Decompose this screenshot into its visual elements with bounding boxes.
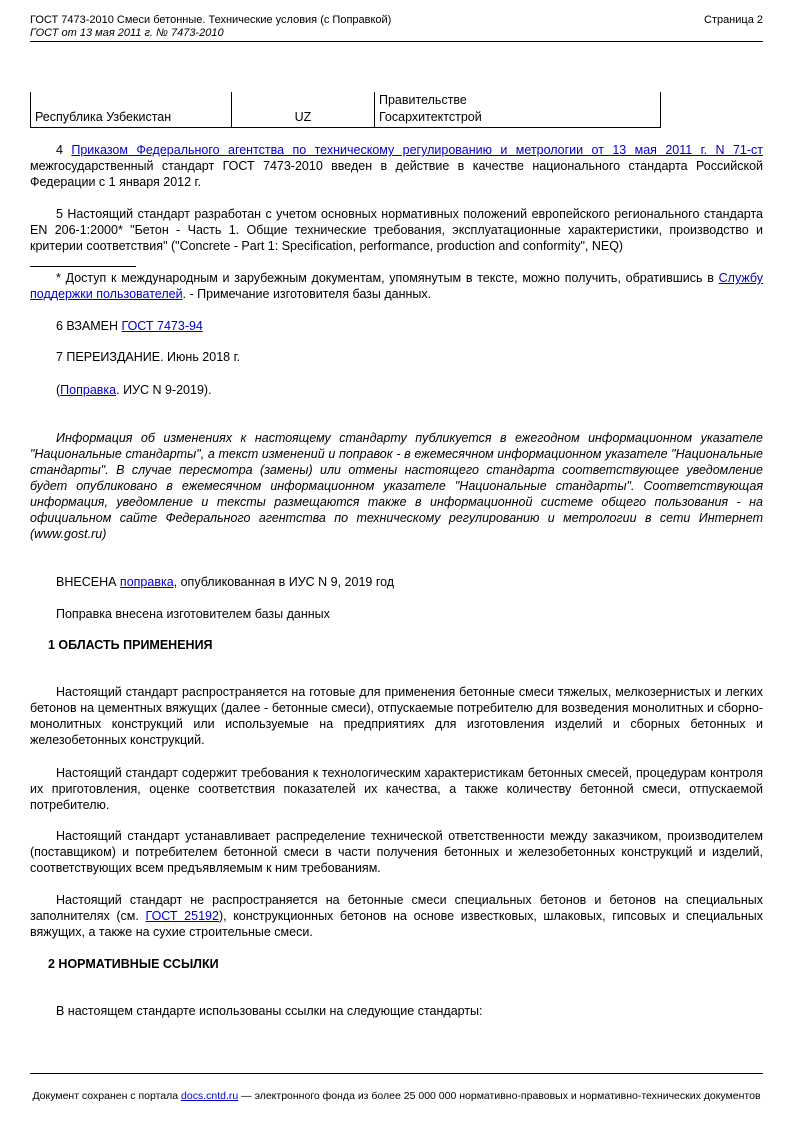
introduced-label: ВНЕСЕНА — [56, 575, 117, 589]
gost-25192-link[interactable]: ГОСТ 25192 — [145, 909, 219, 923]
document-subtitle: ГОСТ от 13 мая 2011 г. № 7473-2010 — [30, 27, 224, 39]
body-cell — [375, 92, 661, 128]
paragraph-number: 4 — [56, 143, 63, 157]
footer-text: Документ сохранен с портала — [32, 1090, 179, 1102]
document-title: ГОСТ 7473-2010 Смеси бетонные. Технические условия (с Поправкой) — [30, 14, 392, 26]
paragraph-text-end: ), конструкционных бетонов на основе известковых, шлаковых, гипсовых и специальных вяжущих, а также на сухие строительные смеси. — [30, 909, 764, 939]
page-header — [30, 14, 763, 40]
page-footer — [0, 1090, 793, 1102]
amendment-link[interactable]: Поправка — [60, 383, 117, 397]
introduced-line — [30, 574, 763, 590]
section-1-paragraph-1: Настоящий стандарт распространяется на готовые для применения бетонные смеси тяжелых, мелкозернистых и легких бетонов на цементных вяжущих (далее - бетонные смеси), отпускаемые потребителю для возведения монолитных и сборно-монолитных конструкций или используемые на предприятиях для изготовления изделий и сборных бетонных и железобетонных конструкций. — [30, 685, 763, 747]
section-2-heading: 2 НОРМАТИВНЫЕ ССЫЛКИ — [48, 957, 219, 971]
body-line-2: Госархитектстрой — [379, 110, 482, 124]
section-1-paragraph-4 — [30, 892, 763, 940]
code-cell: UZ — [232, 92, 375, 128]
section-1-paragraph-2: Настоящий стандарт содержит требования к технологическим характеристикам бетонных смесей, процедурам контроля их приготовления, оценке соответствия показателей их качества, а также количеству бетонной смеси, отпускаемой потребителю. — [30, 766, 763, 812]
section-2-paragraph-1: В настоящем стандарте использованы ссылки на следующие стандарты: — [56, 1004, 483, 1018]
introduced-amendment-link[interactable]: поправка — [119, 575, 174, 589]
paragraph-6 — [30, 318, 763, 334]
footnote-text: * Доступ к международным и зарубежным документам, упомянутым в тексте, можно получить, обратившись в — [56, 271, 714, 285]
paragraph-text: Настоящий стандарт не распространяется на бетонные смеси специальных бетонов и бетонов на специальных заполнителях (см. — [30, 893, 763, 923]
introduced-text: , опубликованная в ИУС N 9, 2019 год — [173, 575, 395, 589]
amendment-note: Поправка внесена изготовителем базы данных — [56, 607, 330, 621]
section-1-heading: 1 ОБЛАСТЬ ПРИМЕНЕНИЯ — [48, 638, 213, 652]
footer-divider — [30, 1073, 763, 1074]
footnote — [30, 270, 763, 302]
states-table — [30, 92, 661, 128]
footnote-note: . - Примечание изготовителя базы данных. — [182, 287, 432, 301]
gost-7473-94-link[interactable]: ГОСТ 7473-94 — [121, 319, 203, 333]
section-1-paragraph-3: Настоящий стандарт устанавливает распределение технической ответственности между заказчиком, производителем (поставщиком) и потребителем бетонной смеси в части получения бетонных и железобетонных конструкций и изделий, соответствующих всем предъявляемым к ним требованиям. — [30, 829, 763, 875]
paren-open: ( — [56, 383, 61, 397]
paragraph-5: 5 Настоящий стандарт разработан с учетом основных нормативных положений европейского регионального стандарта EN 206-1:2000* "Бетон - Часть 1. Общие технические требования, эксплуатационные характеристики, производство и критерии соответствия" ("Concrete - Part 1: Specification, performance, production and conformity", NEQ) — [30, 207, 763, 253]
support-link[interactable]: Службу поддержки пользователей — [30, 271, 763, 301]
paragraph-4 — [30, 142, 763, 190]
body-line-1: Правительстве — [379, 93, 467, 107]
table-row — [31, 92, 661, 128]
portal-link[interactable]: docs.cntd.ru — [181, 1090, 239, 1102]
order-link[interactable]: Приказом Федерального агентства по техническому регулированию и метрологии от 13 мая 2011 г. N 71-ст — [71, 143, 763, 157]
amendment-line — [30, 382, 763, 398]
info-notice: Информация об изменениях к настоящему стандарту публикуется в ежегодном информационном указателе "Национальные стандарты", а текст изменений и поправок - в ежемесячном информационном указателе "Национальные стандарты". В случае пересмотра (замены) или отмены настоящего стандарта соответствующее уведомление будет опубликовано в ежемесячном информационном указателе "Национальные стандарты". Соответствующая информация, уведомление и тексты размещаются также в информационной системе общего пользования - на официальном сайте Федерального агентства по техническому регулированию и метрологии в сети Интернет (www.gost.ru) — [30, 431, 763, 541]
paragraph-text: межгосударственный стандарт ГОСТ 7473-2010 введен в действие в качестве национального стандарта Российской Федерации с 1 января 2012 г. — [30, 159, 763, 189]
replaces-label: 6 ВЗАМЕН — [56, 319, 119, 333]
amendment-text: . ИУС N 9-2019). — [116, 383, 212, 397]
header-divider — [30, 41, 763, 42]
paragraph-7: 7 ПЕРЕИЗДАНИЕ. Июнь 2018 г. — [56, 350, 241, 364]
footnote-divider — [30, 266, 136, 267]
page-number: Страница 2 — [703, 14, 763, 26]
country-cell: Республика Узбекистан — [31, 92, 232, 128]
footer-text-end: — электронного фонда из более 25 000 000 нормативно-правовых и нормативно-технических документов — [241, 1090, 761, 1102]
